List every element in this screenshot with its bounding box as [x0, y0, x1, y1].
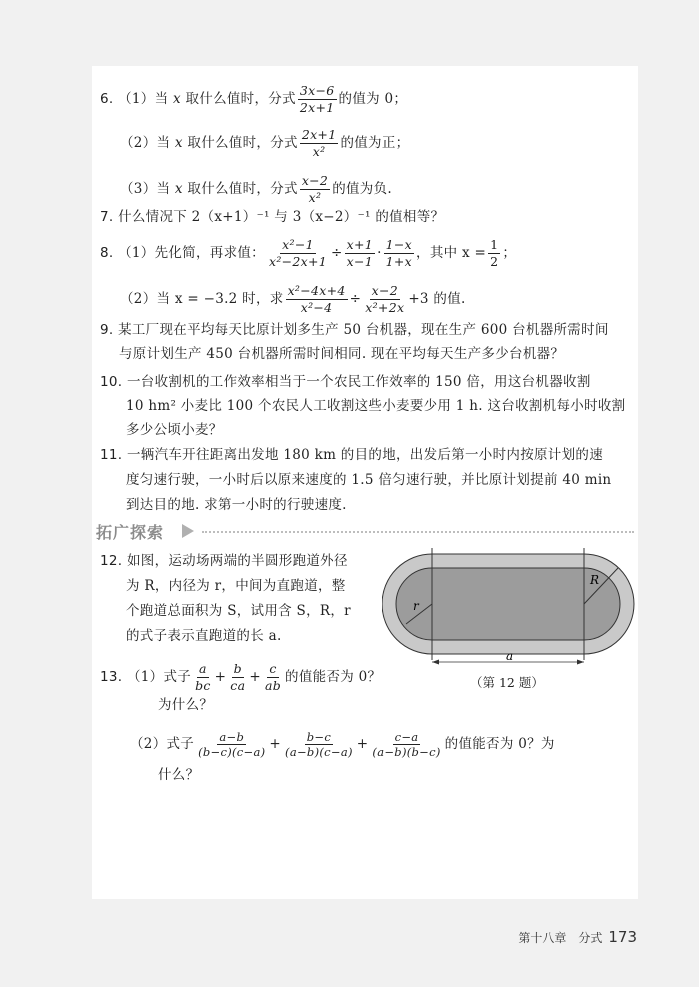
page-footer: [518, 928, 637, 946]
problem-12-line-1: 12. 如图，运动场两端的半圆形跑道外径: [100, 553, 348, 569]
problem-6-part-3: （3）当 x 取什么值时，分式 $\frac{x-2}{\text{x²}}$ 的值为负.: [120, 173, 392, 205]
problem-8-part-1: 8. （1）先化简，再求值： $\frac{\text{x²−1}}{\text{x²−2x+1}}$ ÷ $\frac{x+1}{x-1}$ · $\frac{1-x}{1+x}$ ，其中 x = $\frac{1}{2}$ ；: [100, 237, 517, 269]
section-title: 拓广探索: [96, 523, 165, 542]
problem-10-line-3: 多少公顷小麦？: [126, 422, 223, 438]
fraction: $\frac{\text{x²−4x+4}}{\text{x²−4}}$: [287, 283, 346, 315]
problem-11-line-2: 度匀速行驶，一小时后以原来速度的 1.5 倍匀速行驶，并比原计划提前 40 min: [126, 472, 612, 488]
fraction: $\frac{1-x}{1+x}$: [385, 237, 413, 269]
label-a: a: [506, 649, 514, 663]
problem-12-line-3: 个跑道总面积为 S，试用含 S，R，r: [126, 603, 351, 619]
fraction: $\frac{x+1}{x-1}$: [346, 237, 374, 269]
play-arrow-icon: [182, 524, 194, 538]
inner-field: [396, 568, 620, 640]
problem-13-part-2-line-2: 什么？: [158, 767, 200, 783]
fraction: $\frac{a}{bc}$: [195, 661, 211, 693]
fraction: $\frac{b-c}{(a-b)(c-a)}$: [285, 730, 353, 759]
fraction: $\frac{1}{2}$: [490, 237, 499, 269]
chapter-title: 第十八章 分式: [518, 931, 603, 945]
problem-number: 6.: [100, 91, 114, 107]
fraction: $\frac{c-a}{(a-b)(b-c)}$: [372, 730, 441, 759]
label-r: r: [413, 599, 419, 613]
figure-caption: （第 12 题）: [470, 675, 544, 690]
problem-11-line-3: 到达目的地. 求第一小时的行驶速度.: [126, 497, 347, 513]
fraction: $\frac{a-b}{(b-c)(c-a)}$: [198, 730, 266, 759]
problem-12-line-2: 为 R，内径为 r，中间为直跑道，整: [126, 578, 346, 594]
problem-6-part-1: 6. （1）当 x 取什么值时，分式 $\frac{3x-6}{2x+1}$ 的值为 0；: [100, 83, 408, 115]
problem-9-line-2: 与原计划生产 450 台机器所需时间相同. 现在平均每天生产多少台机器？: [119, 346, 565, 362]
fraction: $\frac{3x-6}{2x+1}$: [299, 83, 335, 115]
fraction: $\frac{x-2}{\text{x²}}$: [301, 173, 329, 205]
problem-10-line-2: 10 hm² 小麦比 100 个农民人工收割这些小麦要少用 1 h. 这台收割机每小时收割: [126, 398, 626, 414]
problem-10-line-1: 10. 一台收割机的工作效率相当于一个农民工作效率的 150 倍，用这台机器收割: [100, 374, 591, 390]
fraction: $\frac{2x+1}{\text{x²}}$: [301, 127, 337, 159]
problem-12-line-4: 的式子表示直跑道的长 a.: [126, 628, 282, 644]
problem-11-line-1: 11. 一辆汽车开往距离出发地 180 km 的目的地，出发后第一小时内按原计划的速: [100, 447, 603, 463]
fraction: $\frac{x-2}{\text{x²+2x}}$: [365, 283, 405, 315]
problem-13-part-1-line-2: 为什么？: [158, 697, 214, 713]
dotted-divider: [202, 531, 634, 533]
problem-6-part-2: （2）当 x 取什么值时，分式 $\frac{2x+1}{\text{x²}}$ 的值为正；: [120, 127, 410, 159]
problem-8-part-2: （2）当 x = −3.2 时，求 $\frac{\text{x²−4x+4}}{\text{x²−4}}$ ÷ $\frac{x-2}{\text{x²+2x}}$ +3 的值.: [120, 283, 466, 315]
arrow-left-icon: [432, 660, 439, 665]
problem-13-part-2: （2）式子 $\frac{a-b}{(b-c)(c-a)}$ + $\frac{b-c}{(a-b)(c-a)}$ + $\frac{c-a}{(a-b)(b-c)}$ 的值能否为 0？为: [130, 730, 555, 759]
running-track-figure: [382, 548, 636, 674]
fraction: $\frac{b}{ca}$: [230, 661, 246, 693]
problem-7: 7. 什么情况下 2（x+1）⁻¹ 与 3（x−2）⁻¹ 的值相等？: [100, 209, 445, 225]
label-R: R: [590, 573, 600, 587]
fraction: $\frac{c}{ab}$: [264, 661, 282, 693]
arrow-right-icon: [577, 660, 584, 665]
problem-13-part-1: 13. （1）式子 $\frac{a}{bc}$ + $\frac{b}{ca}$ + $\frac{c}{ab}$ 的值能否为 0？: [100, 661, 382, 693]
textbook-page: [92, 66, 638, 899]
section-header: [92, 520, 638, 542]
problem-9-line-1: 9. 某工厂现在平均每天比原计划多生产 50 台机器，现在生产 600 台机器所需时间: [100, 322, 609, 338]
fraction: $\frac{\text{x²−1}}{\text{x²−2x+1}}$: [268, 237, 328, 269]
page-number: 173: [608, 928, 637, 946]
